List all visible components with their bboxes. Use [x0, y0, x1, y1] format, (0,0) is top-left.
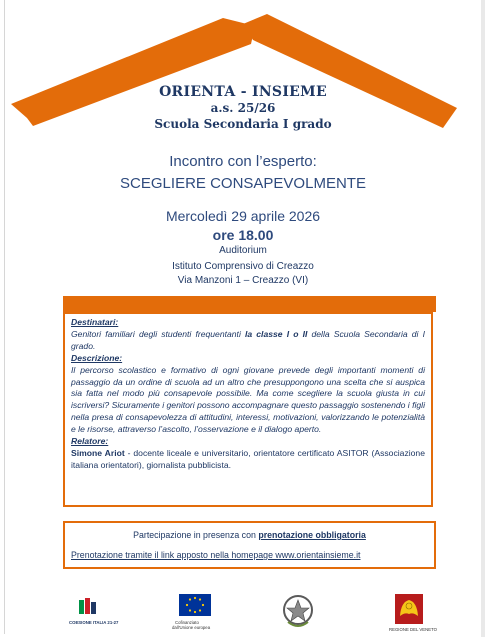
- school-level: Scuola Secondaria I grado: [154, 117, 332, 131]
- recipients-text-b: della Scuola Secondaria di I grado.: [71, 328, 425, 351]
- booking-line: [65, 530, 434, 540]
- speaker-label: Relatore:: [71, 436, 109, 447]
- italian-republic-emblem: [280, 592, 316, 632]
- eu-logo: [173, 592, 217, 632]
- emblem-icon: [280, 592, 316, 632]
- eu-label-a: Cofinanziato: [175, 620, 199, 625]
- speaker-text: [71, 448, 425, 472]
- coesione-italia-logo: [69, 594, 119, 630]
- event-institute: Istituto Comprensivo di Creazzo: [172, 261, 314, 272]
- speaker-bio: - docente liceale e universitario, orientatore certificato ASITOR (Associazione italiana orientatori), giornalista pubblicista.: [71, 447, 425, 470]
- orange-bar: [63, 296, 436, 312]
- event-place: Auditorium: [219, 245, 267, 256]
- details-box: [63, 312, 433, 507]
- eu-flag-icon: [173, 592, 217, 620]
- program-title: ORIENTA - INSIEME: [159, 84, 327, 100]
- event-time: ore 18.00: [212, 227, 274, 243]
- lion-icon: [389, 592, 429, 626]
- speaker-name: Simone Ariot: [71, 447, 125, 458]
- flyer-page: [4, 0, 482, 634]
- regione-veneto-logo: [389, 592, 437, 634]
- recipients-text: [71, 329, 425, 353]
- event-title: SCEGLIERE CONSAPEVOLMENTE: [120, 175, 366, 192]
- veneto-label: REGIONE DEL VENETO: [389, 627, 437, 632]
- page-shadow: [481, 0, 485, 637]
- school-year: a.s. 25/26: [210, 101, 276, 115]
- recipients-text-a: Genitori familiari degli studenti frequentanti: [71, 328, 245, 339]
- eu-label-b: dall'Unione europea: [172, 625, 211, 630]
- coesione-icon: [71, 594, 105, 620]
- booking-line-a: Partecipazione in presenza con: [133, 530, 259, 540]
- booking-link-line[interactable]: Prenotazione tramite il link apposto nella homepage www.orientainsieme.it: [71, 550, 361, 560]
- event-address: Via Manzoni 1 – Creazzo (VI): [177, 275, 309, 286]
- description-label: Descrizione:: [71, 352, 123, 363]
- recipients-class: la classe I o II: [244, 328, 308, 339]
- booking-mandatory: prenotazione obbligatoria: [258, 530, 366, 540]
- booking-box: [63, 521, 436, 569]
- coesione-label: COESIONE ITALIA 21-27: [69, 620, 119, 625]
- description-text: Il percorso scolastico e formativo di ogni giovane prevede degli importanti momenti di passaggio da un ordine di scuola ad un altro che presuppongono una scelta che si auspica sia fatta nel modo più consapevole possibile. Ma come scegliere la scuola giusta in cui iscriversi? Sicuramente i genitori possono accompagnare questo passaggio sostenendo i figli nella presa di consapevolezza di attitudini, interessi, motivazioni, valorizzando le potenzialità e le risorse, attraverso l’ascolto, l’osservazione e il dialogo aperto.: [71, 364, 425, 435]
- recipients-label: Destinatari:: [71, 317, 119, 327]
- event-date: Mercoledì 29 aprile 2026: [165, 208, 321, 224]
- event-intro: Incontro con l’esperto:: [169, 153, 317, 170]
